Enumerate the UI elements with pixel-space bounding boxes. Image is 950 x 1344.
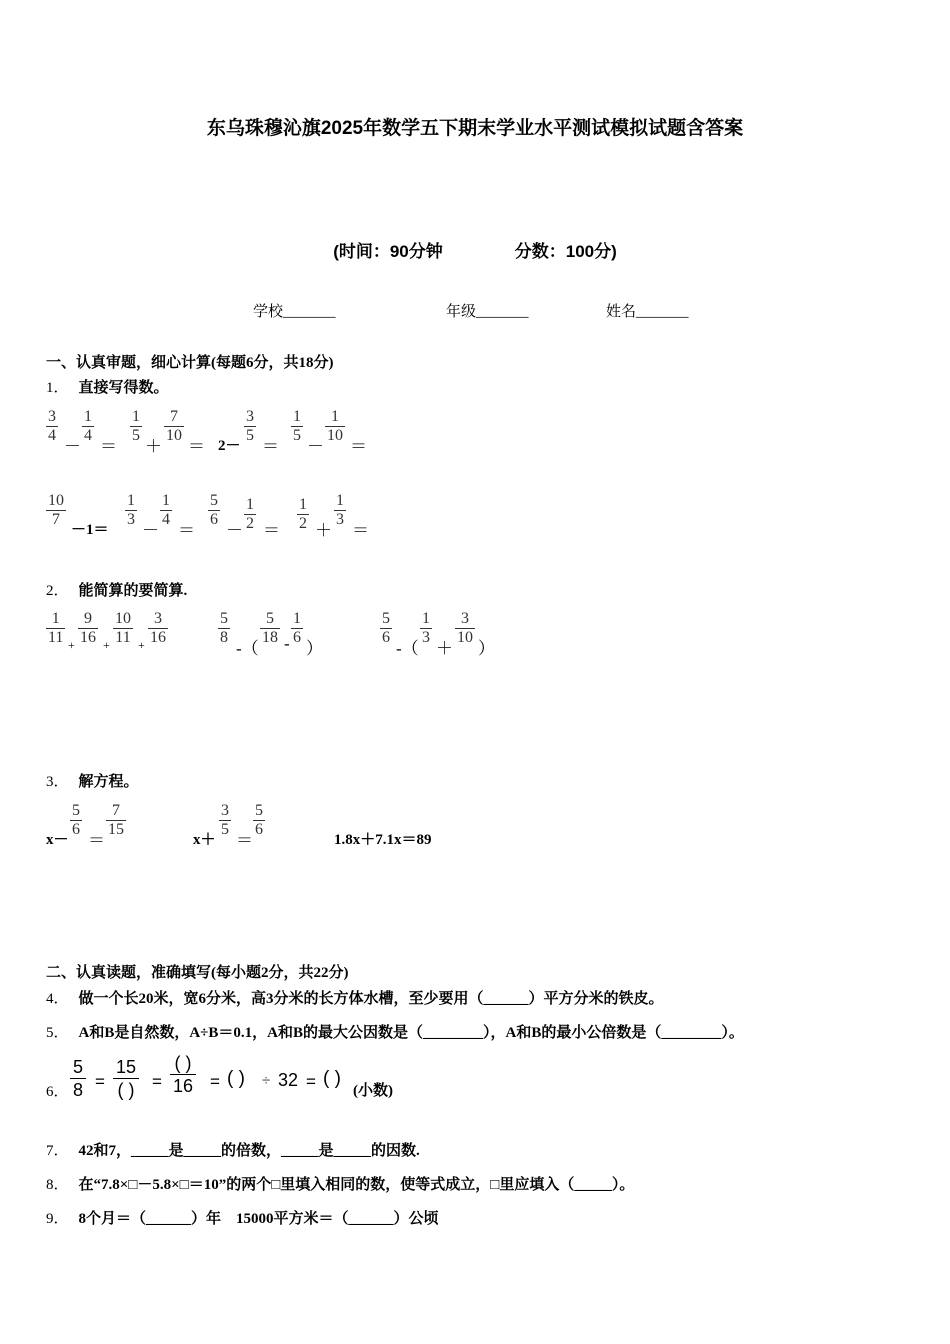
q9-text: 8个月＝（______）年 15000平方米＝（______）公顷: [78, 1211, 439, 1227]
operator: 2－: [218, 438, 241, 454]
fraction: 5 6: [72, 802, 80, 838]
q9-number: 9．: [46, 1211, 69, 1227]
q5-text: A和B是自然数，A÷B＝0.1，A和B的最大公因数是（________），A和B的最小公倍数是（________）。: [78, 1025, 744, 1041]
fraction: 5 6: [210, 492, 218, 528]
time-score-line: [0, 237, 950, 262]
section1-heading: 一、认真审题，细心计算(每题6分，共18分): [46, 355, 334, 371]
fraction: 9 16: [80, 610, 96, 646]
operator: ＝: [178, 521, 195, 540]
q4-number: 4．: [46, 991, 69, 1007]
operator: －: [142, 521, 159, 540]
fraction: 1 5: [293, 408, 301, 444]
equation-3: 1.8x＋7.1x＝89: [334, 832, 432, 848]
fraction: 3 16: [150, 610, 166, 646]
operator: ＝: [100, 437, 117, 456]
fraction: 15 ( ): [113, 1056, 139, 1101]
q5-number: 5．: [46, 1025, 69, 1041]
operator: ）: [306, 639, 323, 658]
blank: ( ): [323, 1068, 341, 1089]
fraction: 1 3: [127, 492, 135, 528]
grade-field: 年级_______: [446, 304, 529, 320]
operator: +: [68, 638, 75, 652]
question-7: [46, 1139, 420, 1160]
score-label: 分数：100分): [514, 242, 617, 261]
operator: ＋: [436, 639, 453, 658]
operator: －: [64, 437, 81, 456]
fraction: 3 10: [457, 610, 473, 646]
operator: －1＝: [71, 522, 109, 538]
operator: ＝: [350, 437, 367, 456]
operator: ＝: [188, 437, 205, 456]
school-field: 学校_______: [253, 304, 336, 320]
operator: -（: [236, 639, 259, 658]
number: 32: [278, 1070, 299, 1090]
fraction: 1 3: [422, 610, 430, 646]
operator: =: [95, 1072, 105, 1091]
operator: ＝: [352, 521, 369, 540]
operator: ＋: [315, 521, 332, 540]
operator: ＝: [88, 831, 105, 850]
operator: =: [210, 1072, 220, 1091]
q2-text: 能简算的要简算.: [78, 583, 188, 599]
fraction: 1 4: [84, 408, 92, 444]
question-5: [46, 1021, 744, 1042]
q1-number: 1．: [46, 380, 69, 396]
fraction: 5 8: [220, 610, 228, 646]
time-label: (时间：90分钟: [333, 242, 443, 261]
q7-number: 7．: [46, 1143, 69, 1159]
fraction: 1 3: [336, 492, 344, 528]
operator: －: [226, 521, 243, 540]
question-4: [46, 987, 664, 1008]
q8-text: 在“7.8×□－5.8×□＝10”的两个□里填入相同的数，使等式成立，□里应填入（_____）。: [78, 1177, 635, 1193]
question-1: [46, 376, 169, 397]
fraction: 3 5: [221, 802, 229, 838]
operator: +: [138, 638, 145, 652]
q4-text: 做一个长20米，宽6分米，高3分米的长方体水槽，至少要用（______）平方分米的铁皮。: [78, 991, 664, 1007]
question-2: [46, 579, 187, 600]
operator: =: [306, 1072, 316, 1091]
operator: ＝: [236, 831, 253, 850]
operator: x－: [46, 832, 69, 848]
fraction: 1 6: [293, 610, 301, 646]
fraction: 7 15: [108, 802, 124, 838]
operator: ＝: [262, 437, 279, 456]
fraction: 5 8: [70, 1056, 86, 1101]
q3-text: 解方程。: [78, 774, 139, 790]
fraction: 1 2: [246, 496, 254, 532]
fraction: 3 5: [246, 408, 254, 444]
operator: -: [284, 634, 290, 653]
fraction: 1 5: [132, 408, 140, 444]
q1-text: 直接写得数。: [78, 380, 169, 396]
question-9: [46, 1207, 439, 1228]
fraction: 10 7: [48, 492, 64, 528]
q6-tail: (小数): [353, 1083, 393, 1099]
q2-number: 2．: [46, 583, 69, 599]
q3-number: 3．: [46, 774, 69, 790]
question-8: [46, 1173, 634, 1194]
fraction: 1 2: [299, 496, 307, 532]
question-3: [46, 770, 139, 791]
operator: =: [152, 1072, 162, 1091]
operator: ＋: [145, 437, 162, 456]
operator: ÷: [262, 1072, 271, 1089]
fraction: ( ) 16: [170, 1052, 196, 1097]
operator: x＋: [193, 832, 216, 848]
fraction: 5 6: [382, 610, 390, 646]
operator: -（: [396, 639, 419, 658]
operator: ）: [478, 639, 495, 658]
section2-heading: 二、认真读题，准确填写(每小题2分，共22分): [46, 965, 349, 981]
fraction: 1 10: [327, 408, 343, 444]
page-title: 东乌珠穆沁旗2025年数学五下期末学业水平测试模拟试题含答案: [206, 118, 744, 139]
fraction: 7 10: [166, 408, 182, 444]
blank: ( ): [227, 1068, 245, 1089]
q6-number: 6．: [46, 1084, 69, 1100]
operator: ＝: [263, 521, 280, 540]
fraction: 3 4: [48, 408, 56, 444]
fraction: 5 6: [255, 802, 263, 838]
operator: +: [103, 638, 110, 652]
fraction: 1 4: [162, 492, 170, 528]
q7-text: 42和7，_____是_____的倍数，_____是_____的因数.: [78, 1143, 420, 1159]
operator: －: [307, 437, 324, 456]
q8-number: 8．: [46, 1177, 69, 1193]
fraction: 5 18: [262, 610, 278, 646]
name-field: 姓名_______: [606, 304, 689, 320]
fraction: 1 11: [48, 610, 64, 646]
fraction: 10 11: [115, 610, 131, 646]
